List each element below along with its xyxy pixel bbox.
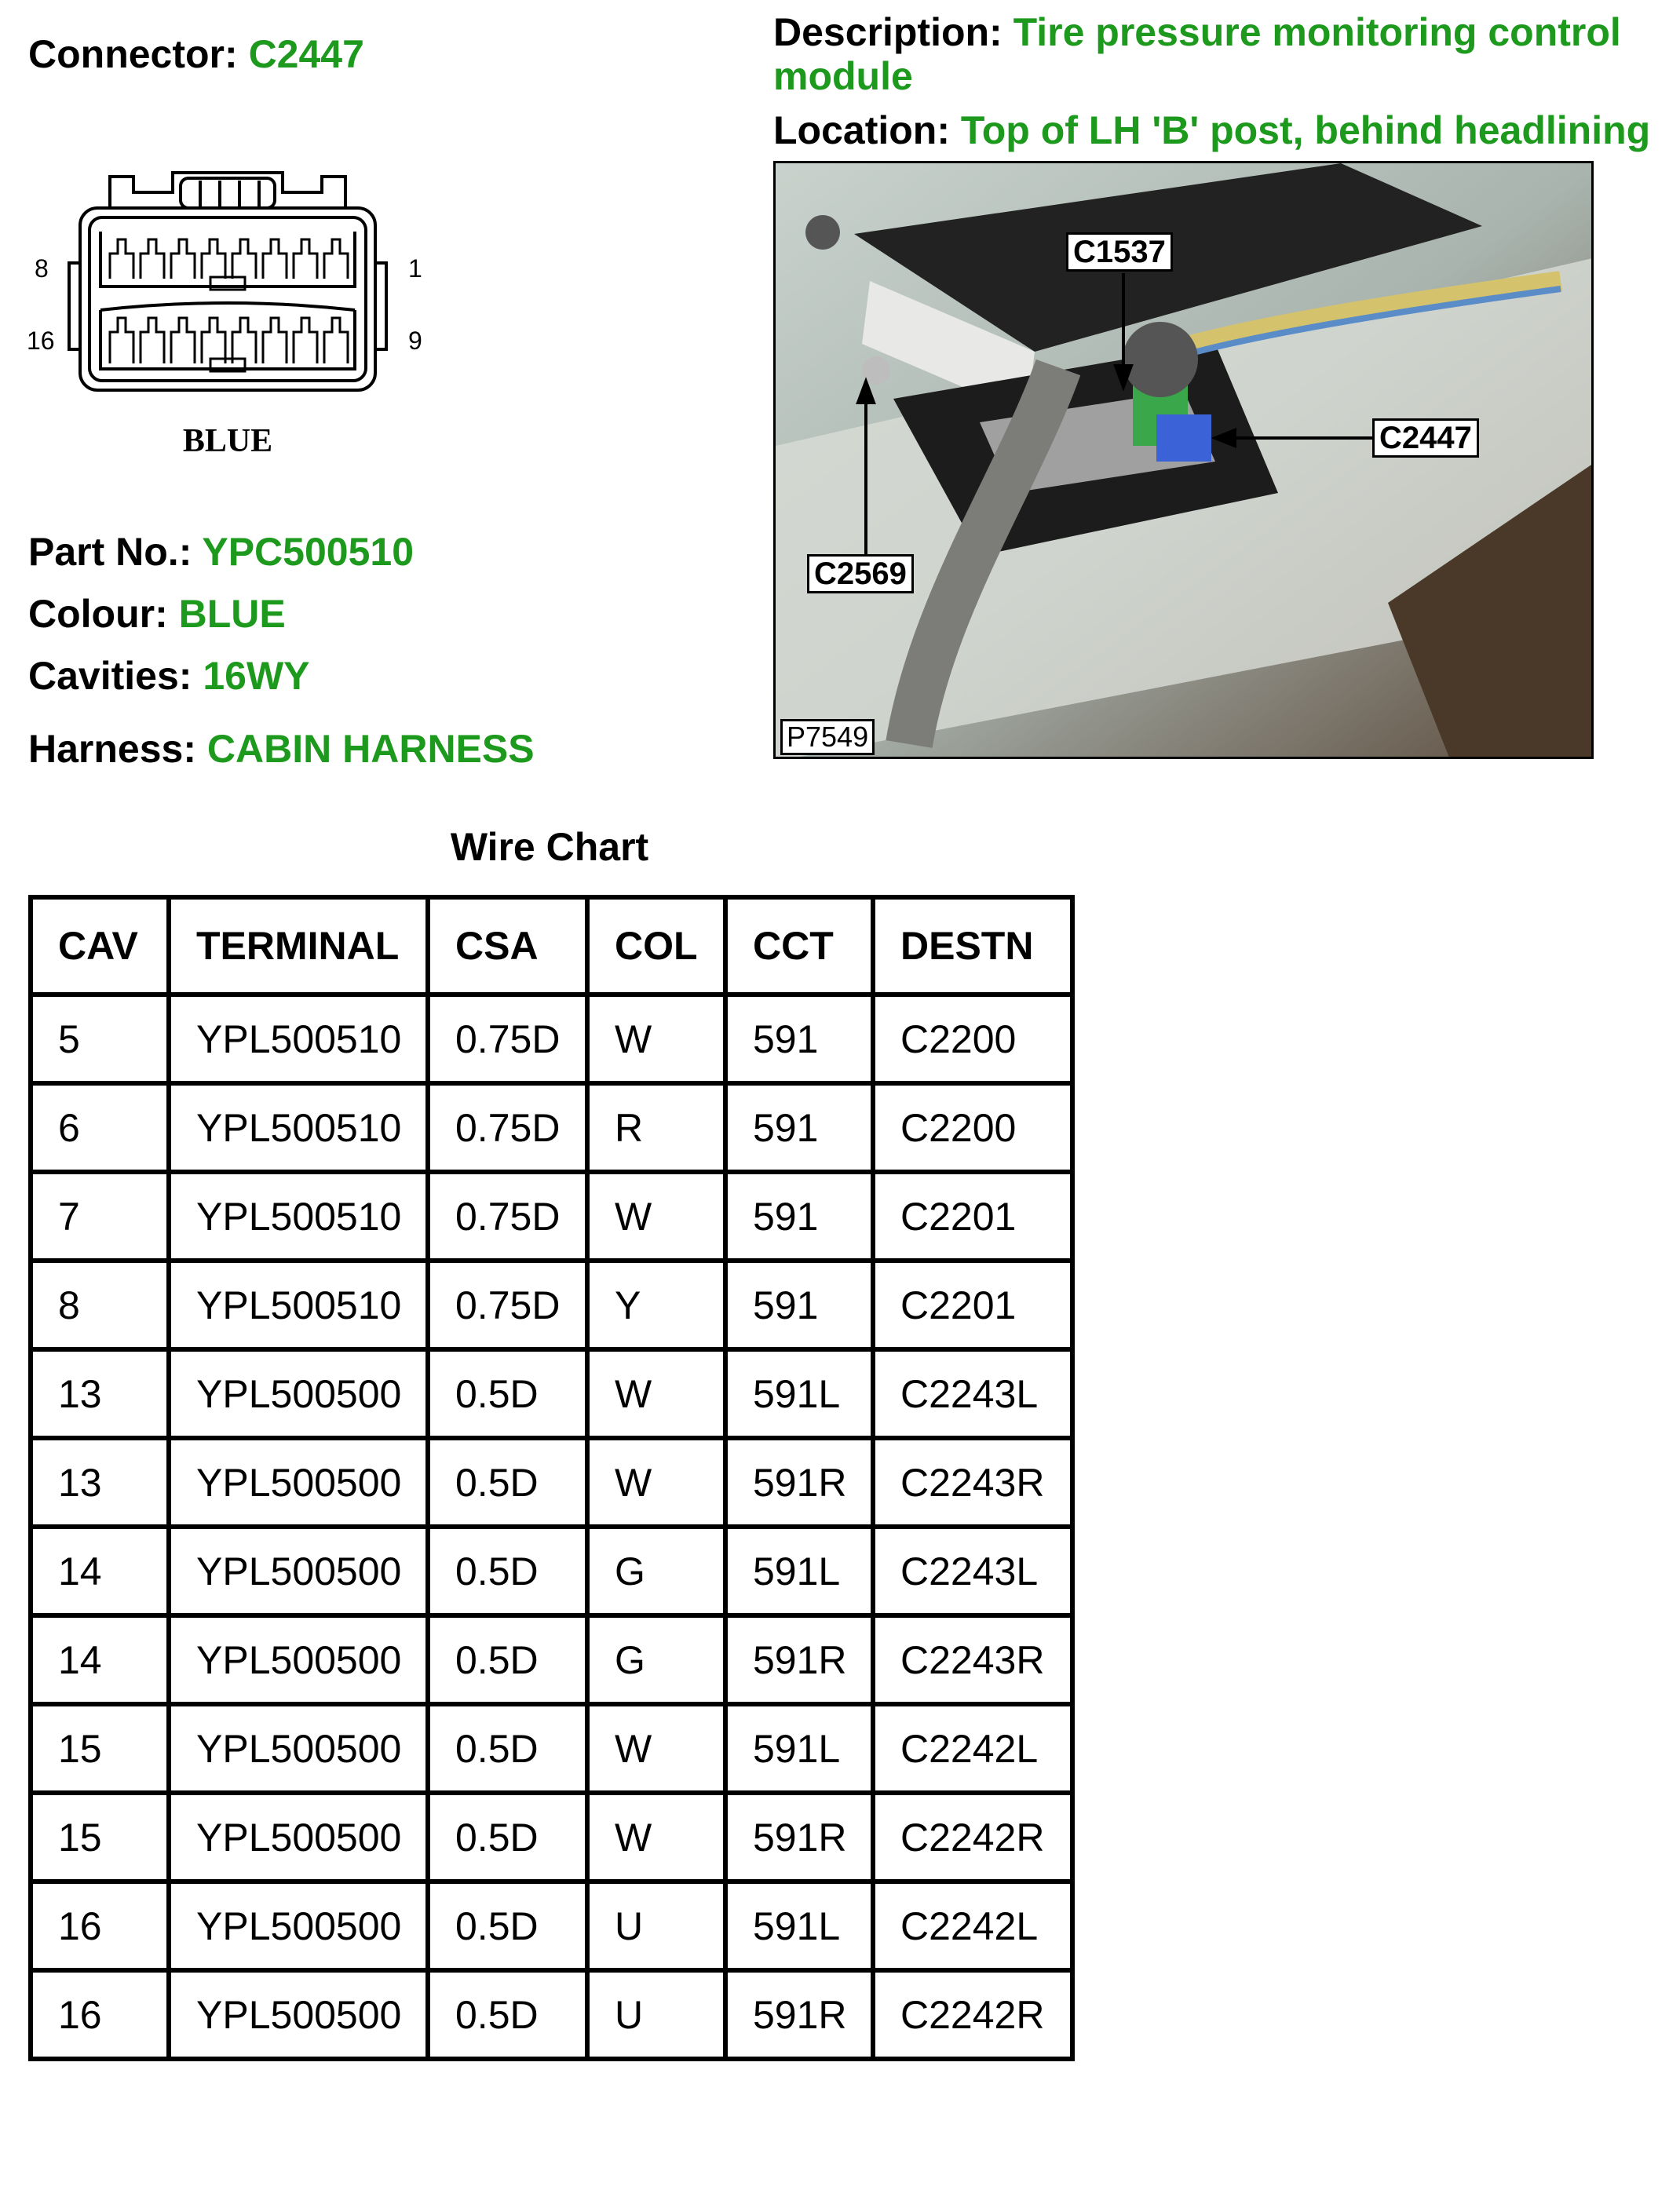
terminal-cavity bbox=[202, 239, 225, 279]
cell-cct: 591R bbox=[725, 1793, 873, 1882]
cell-cct: 591 bbox=[725, 995, 873, 1083]
cell-csa: 0.5D bbox=[428, 1527, 587, 1615]
cell-col: G bbox=[587, 1527, 725, 1615]
description-value-line1: Tire pressure monitoring control bbox=[1013, 10, 1621, 54]
cell-cav: 15 bbox=[31, 1704, 169, 1793]
cell-terminal: YPL500510 bbox=[169, 1261, 428, 1349]
cell-cct: 591 bbox=[725, 1172, 873, 1261]
terminal-cavity bbox=[141, 239, 164, 279]
cell-destn: C2242L bbox=[873, 1882, 1072, 1970]
cell-destn: C2200 bbox=[873, 995, 1072, 1083]
colour-label: Colour: bbox=[28, 592, 168, 636]
connector-label: Connector: bbox=[28, 32, 238, 76]
cell-cct: 591L bbox=[725, 1349, 873, 1438]
cell-csa: 0.5D bbox=[428, 1615, 587, 1704]
header-destn: DESTN bbox=[873, 897, 1072, 995]
cell-terminal: YPL500500 bbox=[169, 1704, 428, 1793]
cell-csa: 0.5D bbox=[428, 1438, 587, 1527]
cell-cct: 591R bbox=[725, 1615, 873, 1704]
connector-face-diagram bbox=[24, 161, 432, 467]
cavities-label: Cavities: bbox=[28, 654, 192, 698]
header-col: COL bbox=[587, 897, 725, 995]
cell-col: U bbox=[587, 1882, 725, 1970]
terminal-cavity bbox=[232, 239, 256, 279]
cell-terminal: YPL500500 bbox=[169, 1349, 428, 1438]
location-value: Top of LH 'B' post, behind headlining bbox=[960, 108, 1651, 152]
cell-cav: 14 bbox=[31, 1615, 169, 1704]
pin-9-label: 9 bbox=[408, 327, 422, 355]
terminal-cavity bbox=[263, 239, 287, 279]
cell-cav: 15 bbox=[31, 1793, 169, 1882]
cell-cav: 6 bbox=[31, 1083, 169, 1172]
terminal-cavity bbox=[171, 239, 195, 279]
terminal-cavity bbox=[294, 239, 317, 279]
table-row bbox=[31, 1261, 1072, 1349]
cell-terminal: YPL500500 bbox=[169, 1970, 428, 2059]
table-row bbox=[31, 1172, 1072, 1261]
pin-8-label: 8 bbox=[35, 254, 49, 283]
cell-destn: C2243R bbox=[873, 1438, 1072, 1527]
table-row bbox=[31, 995, 1072, 1083]
location-label: Location: bbox=[773, 108, 950, 152]
cell-terminal: YPL500510 bbox=[169, 995, 428, 1083]
table-row bbox=[31, 1793, 1072, 1882]
cell-cct: 591R bbox=[725, 1970, 873, 2059]
header-csa: CSA bbox=[428, 897, 587, 995]
table-row bbox=[31, 1704, 1072, 1793]
cell-col: W bbox=[587, 1438, 725, 1527]
wire-chart-title: Wire Chart bbox=[450, 825, 649, 869]
cell-col: U bbox=[587, 1970, 725, 2059]
pin-16-label: 16 bbox=[27, 327, 55, 355]
terminal-cavity bbox=[324, 318, 348, 363]
callout-c1537: C1537 bbox=[1066, 232, 1173, 272]
cell-cav: 16 bbox=[31, 1882, 169, 1970]
table-header-row bbox=[31, 897, 1072, 995]
callout-c2447: C2447 bbox=[1372, 418, 1479, 458]
connector-field bbox=[28, 31, 364, 77]
harness-label: Harness: bbox=[28, 727, 196, 771]
header-terminal: TERMINAL bbox=[169, 897, 428, 995]
cell-cct: 591 bbox=[725, 1083, 873, 1172]
cell-col: W bbox=[587, 1172, 725, 1261]
cell-csa: 0.5D bbox=[428, 1793, 587, 1882]
cell-csa: 0.75D bbox=[428, 1083, 587, 1172]
cell-cct: 591L bbox=[725, 1527, 873, 1615]
cell-csa: 0.75D bbox=[428, 1261, 587, 1349]
cell-terminal: YPL500500 bbox=[169, 1527, 428, 1615]
harness-value: CABIN HARNESS bbox=[206, 727, 535, 771]
header-cav: CAV bbox=[31, 897, 169, 995]
description-field bbox=[773, 9, 1621, 55]
cell-csa: 0.5D bbox=[428, 1970, 587, 2059]
cell-destn: C2200 bbox=[873, 1083, 1072, 1172]
cell-col: W bbox=[587, 995, 725, 1083]
terminal-cavity bbox=[324, 239, 348, 279]
cell-cct: 591 bbox=[725, 1261, 873, 1349]
cell-col: W bbox=[587, 1704, 725, 1793]
cell-col: W bbox=[587, 1793, 725, 1882]
connector-value: C2447 bbox=[248, 32, 364, 76]
cell-cav: 13 bbox=[31, 1349, 169, 1438]
cavities-value: 16WY bbox=[203, 654, 310, 698]
cell-csa: 0.5D bbox=[428, 1349, 587, 1438]
terminal-cavity bbox=[110, 239, 133, 279]
cell-csa: 0.5D bbox=[428, 1704, 587, 1793]
cell-terminal: YPL500500 bbox=[169, 1438, 428, 1527]
cell-cct: 591L bbox=[725, 1704, 873, 1793]
cell-destn: C2201 bbox=[873, 1172, 1072, 1261]
cell-cav: 8 bbox=[31, 1261, 169, 1349]
location-field bbox=[773, 108, 1650, 153]
cell-terminal: YPL500500 bbox=[169, 1793, 428, 1882]
table-row bbox=[31, 1615, 1072, 1704]
cell-terminal: YPL500500 bbox=[169, 1615, 428, 1704]
callout-arrows bbox=[776, 163, 1594, 759]
cell-cct: 591L bbox=[725, 1882, 873, 1970]
diagram-colour-label: BLUE bbox=[182, 423, 273, 459]
cavities-field bbox=[28, 653, 310, 699]
cell-terminal: YPL500510 bbox=[169, 1083, 428, 1172]
harness-field bbox=[28, 726, 535, 772]
location-photo bbox=[773, 161, 1594, 759]
cell-col: R bbox=[587, 1083, 725, 1172]
table-row bbox=[31, 1527, 1072, 1615]
description-value-line2: module bbox=[773, 54, 913, 98]
cell-col: G bbox=[587, 1615, 725, 1704]
cell-csa: 0.5D bbox=[428, 1882, 587, 1970]
cell-terminal: YPL500500 bbox=[169, 1882, 428, 1970]
terminal-cavity bbox=[141, 318, 164, 363]
table-row bbox=[31, 1970, 1072, 2059]
colour-field bbox=[28, 591, 286, 637]
table-row bbox=[31, 1438, 1072, 1527]
colour-value: BLUE bbox=[178, 592, 286, 636]
terminal-cavity bbox=[171, 318, 195, 363]
part-no-field bbox=[28, 529, 414, 575]
cell-cav: 5 bbox=[31, 995, 169, 1083]
cell-destn: C2201 bbox=[873, 1261, 1072, 1349]
terminal-cavity bbox=[202, 318, 225, 363]
terminal-cavity bbox=[110, 318, 133, 363]
wire-chart-table bbox=[28, 895, 1075, 2061]
cell-destn: C2243L bbox=[873, 1527, 1072, 1615]
cell-destn: C2243L bbox=[873, 1349, 1072, 1438]
terminal-cavity bbox=[232, 318, 256, 363]
cell-col: W bbox=[587, 1349, 725, 1438]
cell-cav: 7 bbox=[31, 1172, 169, 1261]
description-label: Description: bbox=[773, 10, 1003, 54]
pin-1-label: 1 bbox=[408, 254, 422, 283]
cell-csa: 0.75D bbox=[428, 1172, 587, 1261]
cell-csa: 0.75D bbox=[428, 995, 587, 1083]
part-no-label: Part No.: bbox=[28, 530, 192, 574]
photo-code: P7549 bbox=[780, 719, 875, 755]
cell-cav: 13 bbox=[31, 1438, 169, 1527]
table-row bbox=[31, 1083, 1072, 1172]
cell-destn: C2243R bbox=[873, 1615, 1072, 1704]
cell-cav: 16 bbox=[31, 1970, 169, 2059]
terminal-cavity bbox=[294, 318, 317, 363]
cell-destn: C2242R bbox=[873, 1793, 1072, 1882]
callout-c2569: C2569 bbox=[807, 554, 914, 593]
header-cct: CCT bbox=[725, 897, 873, 995]
table-row bbox=[31, 1882, 1072, 1970]
part-no-value: YPC500510 bbox=[202, 530, 415, 574]
cell-destn: C2242R bbox=[873, 1970, 1072, 2059]
terminal-cavity bbox=[263, 318, 287, 363]
cell-terminal: YPL500510 bbox=[169, 1172, 428, 1261]
table-row bbox=[31, 1349, 1072, 1438]
cell-col: Y bbox=[587, 1261, 725, 1349]
cell-destn: C2242L bbox=[873, 1704, 1072, 1793]
cell-cct: 591R bbox=[725, 1438, 873, 1527]
cell-cav: 14 bbox=[31, 1527, 169, 1615]
